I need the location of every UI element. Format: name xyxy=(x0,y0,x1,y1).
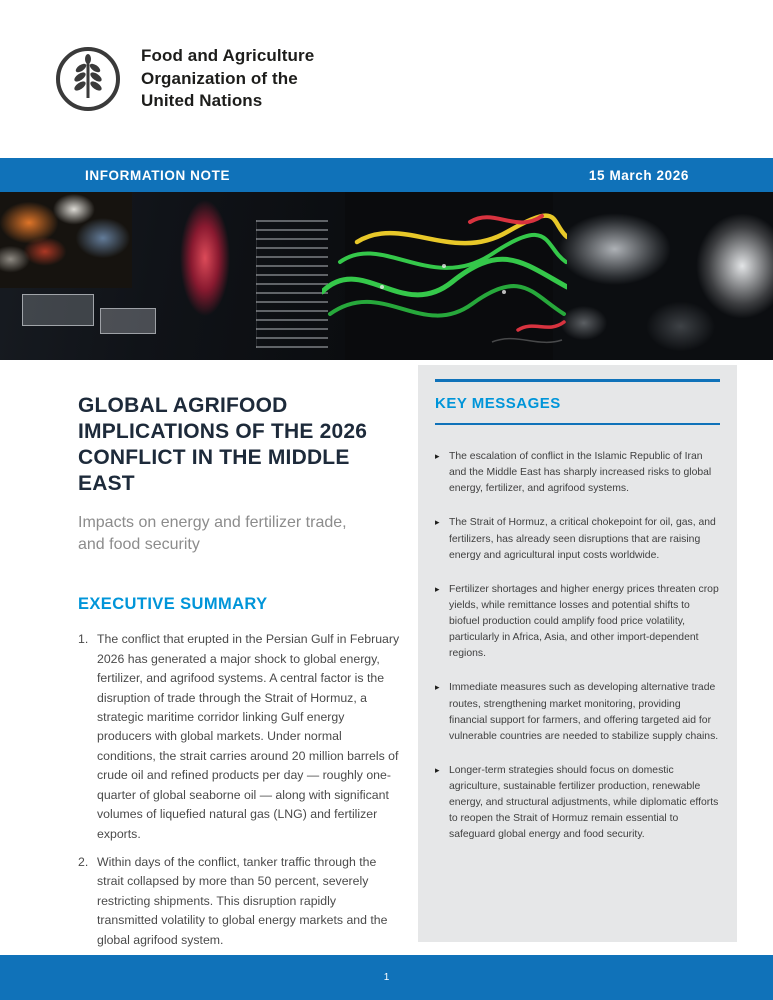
hero-dot-3 xyxy=(502,290,506,294)
hero-red-glow xyxy=(180,200,230,316)
page-subtitle: Impacts on energy and fertilizer trade, and food security xyxy=(78,514,347,553)
hero-window-rect-2 xyxy=(100,308,156,334)
bullet-icon: ▸ xyxy=(435,682,440,693)
org-name-line-2: Organization of the xyxy=(141,68,298,88)
main-column xyxy=(78,360,400,955)
header xyxy=(0,0,773,158)
executive-summary-list xyxy=(78,630,400,950)
key-message-text: Fertilizer shortages and higher energy prices threaten crop yields, while remittance losses and potential shifts to biofuel production could amplify food price volatility, particularly in Africa, Asia, and other import-dependent regions. xyxy=(449,583,719,660)
hero-window-rect-1 xyxy=(22,294,94,326)
hero-curves-graphic xyxy=(322,192,567,360)
curve-red-1 xyxy=(470,216,542,222)
summary-item xyxy=(78,630,400,844)
fao-logo-icon xyxy=(55,46,121,112)
hero-satellite-clouds xyxy=(553,192,773,360)
hero-map-texture xyxy=(0,192,132,288)
summary-item-text: The conflict that erupted in the Persian Gulf in February 2026 has generated a major shock to global energy, fertilizer, and agrifood systems. A central factor is the disruption of trade through the Strait of Hormuz, a strategic maritime corridor linking Gulf energy producers with global markets. Under normal conditions, the strait carries around 20 million barrels of crude oil and refined products per day — roughly one-quarter of global seaborne oil — along with significant volumes of liquefied natural gas (LNG) and fertilizer exports. xyxy=(97,632,400,841)
date-label: 15 March 2026 xyxy=(588,167,689,183)
key-message-text: The Strait of Hormuz, a critical chokepoint for oil, gas, and fertilizers, has already seen disruptions that are raising energy and agricultural input costs worldwide. xyxy=(449,517,716,561)
key-message-item xyxy=(435,515,720,563)
key-messages-list xyxy=(435,449,720,844)
fao-logo xyxy=(55,46,121,112)
key-message-item xyxy=(435,449,720,497)
key-messages-top-rule xyxy=(435,379,720,382)
key-message-item xyxy=(435,763,720,844)
info-note-label: INFORMATION NOTE xyxy=(85,167,231,183)
key-message-item xyxy=(435,582,720,663)
key-message-text: The escalation of conflict in the Islamic Republic of Iran and the Middle East has sharply increased risks to global energy, fertilizer, and agrifood systems. xyxy=(449,451,712,495)
hero-text-screen xyxy=(256,220,328,348)
bullet-icon: ▸ xyxy=(435,451,440,461)
org-name xyxy=(141,45,314,112)
summary-item-number: 1. xyxy=(78,632,89,647)
key-messages-panel xyxy=(418,365,737,942)
curve-green-3 xyxy=(340,235,566,268)
summary-item xyxy=(78,853,400,950)
org-name-line-1: Food and Agriculture xyxy=(141,46,315,66)
footer xyxy=(0,955,773,1000)
hero-dot-1 xyxy=(380,285,384,289)
hero-dot-2 xyxy=(442,264,446,268)
summary-item-number: 2. xyxy=(78,854,89,869)
key-messages-heading: KEY MESSAGES xyxy=(435,395,561,412)
curve-red-2 xyxy=(518,322,564,330)
page-number: 1 xyxy=(383,972,390,983)
hero-image xyxy=(0,192,773,360)
curve-faint-white xyxy=(492,339,562,343)
key-message-item xyxy=(435,680,720,745)
key-message-text: Immediate measures such as developing alternative trade routes, strengthening market monitoring, providing financial support for farmers, and offering targeted aid for vulnerable countries are needed to stabilize supply chains. xyxy=(449,682,719,742)
org-name-line-3: United Nations xyxy=(141,91,263,111)
executive-summary-heading: EXECUTIVE SUMMARY xyxy=(78,595,268,614)
content-area xyxy=(0,360,773,955)
curve-green-2 xyxy=(330,286,564,316)
bullet-icon: ▸ xyxy=(435,583,440,594)
bullet-icon: ▸ xyxy=(435,517,440,528)
info-bar xyxy=(0,158,773,192)
key-message-text: Longer-term strategies should focus on domestic agriculture, sustainable fertilizer production, renewable energy, and structural adjustments, while diplomatic efforts to reopen the Strait of Hormuz remain essential to safeguard global energy and food security. xyxy=(449,764,719,841)
bullet-icon: ▸ xyxy=(435,764,440,775)
summary-item-text: Within days of the conflict, tanker traffic through the strait collapsed by more than 50 percent, severely restricting shipments. This disruption rapidly transmitted volatility to global energy markets and the global agrifood system. xyxy=(97,854,388,947)
key-messages-divider xyxy=(435,423,720,425)
page-title: GLOBAL AGRIFOOD IMPLICATIONS OF THE 2026 CONFLICT IN THE MIDDLE EAST xyxy=(78,394,368,496)
